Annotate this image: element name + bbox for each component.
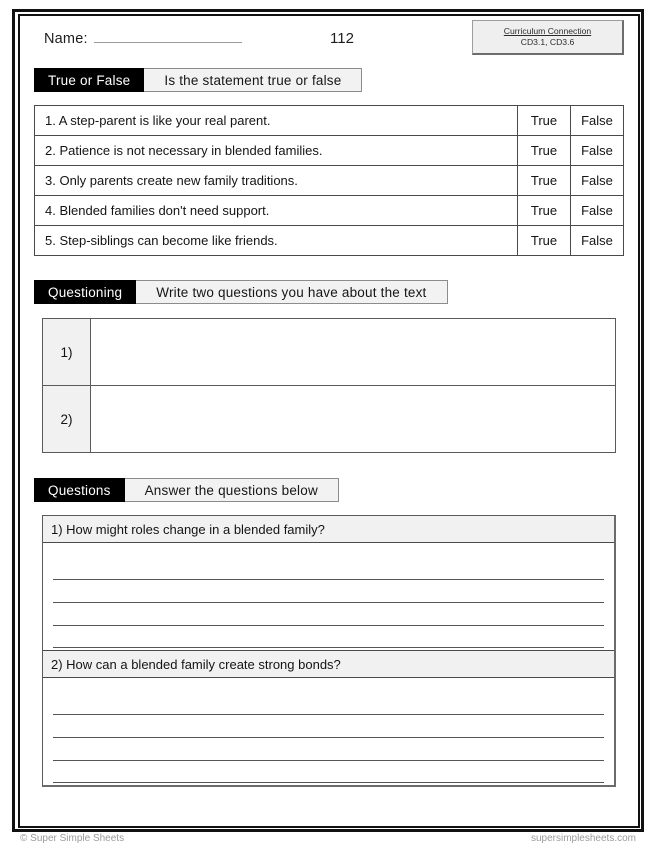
question-answer-area[interactable] bbox=[43, 543, 614, 650]
answer-line[interactable] bbox=[53, 761, 604, 783]
curriculum-connection-codes: CD3.1, CD3.6 bbox=[520, 36, 575, 47]
worksheet-header bbox=[34, 16, 624, 64]
true-false-table-body bbox=[35, 106, 624, 256]
worksheet-content bbox=[20, 16, 638, 826]
false-option[interactable]: False bbox=[571, 196, 624, 226]
true-false-statement: 1. A step-parent is like your real parent. bbox=[35, 106, 518, 136]
curriculum-connection-title: Curriculum Connection bbox=[503, 26, 592, 36]
table-row bbox=[35, 106, 624, 136]
questioning-answer-field[interactable] bbox=[91, 386, 616, 453]
answer-line[interactable] bbox=[53, 738, 604, 761]
name-field-group bbox=[44, 30, 242, 47]
questioning-row-number: 1) bbox=[43, 319, 91, 386]
question-answer-area[interactable] bbox=[43, 678, 614, 785]
true-false-table bbox=[34, 105, 624, 256]
false-option[interactable]: False bbox=[571, 106, 624, 136]
page-footer bbox=[20, 833, 636, 844]
false-option[interactable]: False bbox=[571, 226, 624, 256]
table-row bbox=[35, 226, 624, 256]
question-block bbox=[43, 516, 614, 650]
true-false-statement: 4. Blended families don't need support. bbox=[35, 196, 518, 226]
false-option[interactable]: False bbox=[571, 166, 624, 196]
answer-line[interactable] bbox=[53, 603, 604, 626]
answer-line[interactable] bbox=[53, 626, 604, 648]
answer-line[interactable] bbox=[53, 580, 604, 603]
true-option[interactable]: True bbox=[518, 196, 571, 226]
true-false-statement: 5. Step-siblings can become like friends. bbox=[35, 226, 518, 256]
true-false-statement: 3. Only parents create new family traditions. bbox=[35, 166, 518, 196]
questions-section-tag: Questions bbox=[34, 478, 125, 502]
page-number: 112 bbox=[330, 30, 354, 47]
questioning-table bbox=[42, 318, 616, 453]
true-option[interactable]: True bbox=[518, 106, 571, 136]
questioning-table-body bbox=[43, 319, 616, 453]
true-false-section-header bbox=[34, 68, 624, 92]
true-false-section-tag: True or False bbox=[34, 68, 144, 92]
table-row bbox=[35, 166, 624, 196]
question-prompt: 2) How can a blended family create strong bonds? bbox=[43, 651, 614, 678]
table-row bbox=[43, 386, 616, 453]
curriculum-connection-badge bbox=[472, 20, 624, 55]
questions-section-subtitle: Answer the questions below bbox=[125, 478, 339, 502]
questioning-row-number: 2) bbox=[43, 386, 91, 453]
true-option[interactable]: True bbox=[518, 226, 571, 256]
questioning-section-tag: Questioning bbox=[34, 280, 136, 304]
footer-copyright: © Super Simple Sheets bbox=[20, 833, 125, 844]
table-row bbox=[35, 196, 624, 226]
questions-answers-box bbox=[42, 515, 616, 787]
table-row bbox=[43, 319, 616, 386]
name-input-line[interactable] bbox=[94, 30, 242, 43]
questioning-section-header bbox=[34, 280, 624, 304]
questioning-answer-field[interactable] bbox=[91, 319, 616, 386]
true-option[interactable]: True bbox=[518, 136, 571, 166]
footer-website: supersimplesheets.com bbox=[530, 833, 636, 844]
questioning-section-subtitle: Write two questions you have about the text bbox=[136, 280, 447, 304]
table-row bbox=[35, 136, 624, 166]
name-label: Name: bbox=[44, 31, 88, 47]
question-block bbox=[43, 650, 614, 785]
questions-section-header bbox=[34, 478, 624, 502]
answer-line[interactable] bbox=[53, 557, 604, 580]
false-option[interactable]: False bbox=[571, 136, 624, 166]
answer-line[interactable] bbox=[53, 692, 604, 715]
true-false-section-subtitle: Is the statement true or false bbox=[144, 68, 362, 92]
answer-line[interactable] bbox=[53, 715, 604, 738]
true-false-statement: 2. Patience is not necessary in blended families. bbox=[35, 136, 518, 166]
true-option[interactable]: True bbox=[518, 166, 571, 196]
question-prompt: 1) How might roles change in a blended family? bbox=[43, 516, 614, 543]
